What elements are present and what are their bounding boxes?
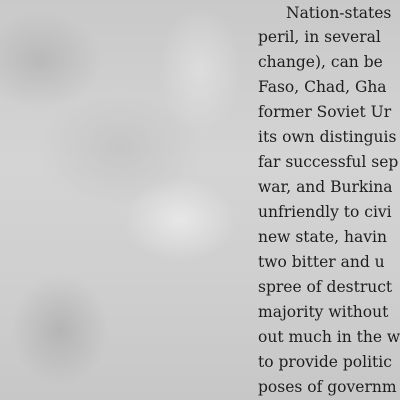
text-line: Nation-states <box>286 4 392 22</box>
text-line: two bitter and u <box>258 253 385 271</box>
text-line: its own distinguis <box>258 128 397 146</box>
text-line: change), can be <box>258 53 383 71</box>
body-text-column <box>258 2 400 400</box>
text-line: unfriendly to civi <box>258 203 392 221</box>
text-line: poses of governm <box>258 378 397 396</box>
text-line: new state, havin <box>258 228 387 246</box>
text-line: former Soviet Ur <box>258 103 392 121</box>
text-line: far successful sep <box>258 153 399 171</box>
text-line: out much in the w <box>258 328 400 346</box>
text-line: war, and Burkina <box>258 178 393 196</box>
text-line: to provide politic <box>258 353 392 371</box>
text-line: majority without <box>258 303 389 321</box>
text-line: Faso, Chad, Gha <box>258 78 387 96</box>
text-line: spree of destruct <box>258 278 393 296</box>
text-line: peril, in several <box>258 28 381 46</box>
